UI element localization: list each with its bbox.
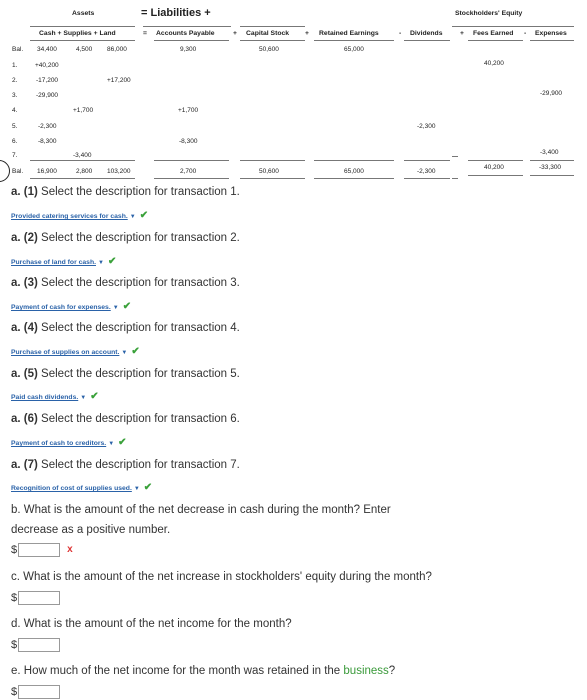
transaction-2-dropdown[interactable]: Purchase of land for cash. ▼ ✔: [11, 256, 117, 267]
col-underline: [154, 40, 229, 41]
net-decrease-cash-input[interactable]: [18, 543, 60, 557]
total-rule: [30, 160, 135, 161]
cell-capital-stock: 50,600: [259, 46, 279, 53]
dollar-sign: $: [11, 591, 18, 604]
cash-supplies-land-header: Cash + Supplies + Land: [39, 30, 116, 37]
total-rule: [530, 160, 574, 161]
cell-land: 103,200: [107, 168, 131, 175]
check-icon: ✔: [143, 482, 153, 493]
double-rule: [240, 178, 305, 179]
caret-down-icon: ▼: [133, 486, 140, 492]
check-icon: ✔: [118, 437, 127, 448]
plus-sign: +: [460, 30, 464, 37]
plus-sign: +: [305, 30, 309, 37]
total-rule: [154, 160, 229, 161]
transaction-6-dropdown[interactable]: Payment of cash to creditors. ▼ ✔: [11, 437, 127, 448]
cell-accounts-payable: 9,300: [180, 46, 197, 53]
question-c: c. What is the amount of the net increase in stockholders' equity during the month?: [11, 571, 432, 583]
cell-dividends: -2,300: [417, 168, 436, 175]
selection-circle: [0, 160, 10, 182]
row-label: 2.: [12, 77, 18, 84]
cell-expenses: -3,400: [540, 149, 559, 156]
row-label: 1.: [12, 62, 18, 69]
liabilities-header: = Liabilities +: [141, 7, 211, 19]
question-a3: a. (3) Select the description for transaction 3.: [11, 277, 240, 289]
col-underline: [240, 40, 305, 41]
cell-land: +17,200: [107, 77, 131, 84]
row-label: 6.: [12, 138, 18, 145]
cell-land: 86,000: [107, 46, 127, 53]
caret-down-icon: ▼: [108, 441, 115, 447]
cell-cash: 16,900: [37, 168, 57, 175]
total-rule: [468, 160, 523, 161]
assets-underline: [30, 26, 135, 27]
row-label: Bal.: [12, 46, 24, 53]
question-b-answer: [11, 542, 73, 557]
cell-cash: 34,400: [37, 46, 57, 53]
cell-expenses: -29,900: [540, 90, 563, 97]
question-a2: a. (2) Select the description for transaction 2.: [11, 232, 240, 244]
net-increase-equity-input[interactable]: [18, 591, 60, 605]
cell-fees-earned: 40,200: [484, 164, 504, 171]
check-icon: ✔: [122, 301, 132, 312]
cell-cash: -2,300: [38, 123, 57, 130]
cell-retained-earnings: 65,000: [344, 46, 364, 53]
question-a6: a. (6) Select the description for transaction 6.: [11, 413, 240, 425]
cell-accounts-payable: -8,300: [179, 138, 198, 145]
col-underline: [530, 40, 574, 41]
question-c-answer: [11, 590, 60, 605]
double-rule: [404, 178, 450, 179]
dollar-sign: $: [11, 685, 18, 698]
double-rule: [314, 178, 394, 179]
business-link: business: [343, 665, 389, 677]
fees-earned-header: Fees Earned: [473, 30, 514, 37]
col-underline: [404, 40, 450, 41]
total-rule: [404, 160, 450, 161]
cell-accounts-payable: 2,700: [180, 168, 197, 175]
retained-earnings-header: Retained Earnings: [319, 30, 379, 37]
cell-cash: -17,200: [36, 77, 59, 84]
cell-capital-stock: 50,600: [259, 168, 279, 175]
question-d-answer: [11, 637, 60, 652]
row-label: 5.: [12, 123, 18, 130]
col-underline: [314, 40, 394, 41]
cell-supplies: +1,700: [73, 107, 94, 114]
check-icon: ✔: [90, 391, 99, 402]
capital-stock-header: Capital Stock: [246, 30, 290, 37]
cell-expenses: -33,300: [539, 164, 562, 171]
transaction-3-dropdown[interactable]: Payment of cash for expenses. ▼ ✔: [11, 301, 132, 312]
double-rule: [30, 178, 135, 179]
transaction-7-dropdown[interactable]: Recognition of cost of supplies used. ▼ ✔: [11, 482, 153, 493]
cell-retained-earnings: 65,000: [344, 168, 364, 175]
row-label: 7.: [12, 152, 18, 159]
row-label: Bal.: [12, 168, 24, 175]
double-rule: [530, 175, 574, 176]
check-icon: ✔: [139, 210, 149, 221]
row-label: 3.: [12, 92, 18, 99]
question-a1: a. (1) Select the description for transaction 1.: [11, 186, 240, 198]
question-a7: a. (7) Select the description for transaction 7.: [11, 459, 240, 471]
question-b-line2: decrease as a positive number.: [11, 524, 171, 536]
row-label: 4.: [12, 107, 18, 114]
minus-sign: -: [399, 30, 402, 37]
assets-header: Assets: [72, 10, 95, 17]
caret-down-icon: ▼: [129, 214, 136, 220]
total-rule: [452, 156, 458, 157]
dividends-header: Dividends: [410, 30, 443, 37]
dollar-sign: $: [11, 543, 18, 556]
question-a5: a. (5) Select the description for transaction 5.: [11, 368, 240, 380]
cell-accounts-payable: +1,700: [178, 107, 199, 114]
double-rule: [154, 178, 229, 179]
cell-supplies: 4,500: [76, 46, 93, 53]
transaction-4-dropdown[interactable]: Purchase of supplies on account. ▼ ✔: [11, 346, 140, 357]
plus-sign: +: [233, 30, 237, 37]
total-rule: [240, 160, 305, 161]
question-d: d. What is the amount of the net income for the month?: [11, 618, 292, 630]
equity-underline: [452, 26, 574, 27]
cell-supplies: -3,400: [73, 152, 92, 159]
col-underline: [30, 40, 135, 41]
cell-fees-earned: 40,200: [484, 60, 504, 67]
double-rule: [452, 178, 458, 179]
capital-underline: [240, 26, 305, 27]
col-underline: [468, 40, 523, 41]
check-icon: ✔: [107, 256, 117, 267]
caret-down-icon: ▼: [80, 395, 87, 401]
dollar-sign: $: [11, 638, 18, 651]
expenses-header: Expenses: [535, 30, 567, 37]
equity-header: Stockholders' Equity: [455, 10, 523, 17]
caret-down-icon: ▼: [121, 350, 128, 356]
cell-dividends: -2,300: [417, 123, 436, 130]
caret-down-icon: ▼: [112, 305, 119, 311]
question-b-line1: b. What is the amount of the net decrease in cash during the month? Enter: [11, 504, 391, 516]
cell-cash: +40,200: [35, 62, 59, 69]
total-rule: [314, 160, 394, 161]
question-e-answer: [11, 684, 60, 699]
cell-cash: -8,300: [38, 138, 57, 145]
cell-supplies: 2,800: [76, 168, 93, 175]
liabilities-underline: [143, 26, 231, 27]
x-icon: x: [67, 544, 73, 555]
check-icon: ✔: [131, 346, 140, 357]
transaction-1-dropdown[interactable]: Provided catering services for cash. ▼ ✔: [11, 210, 149, 221]
transaction-5-dropdown[interactable]: Paid cash dividends. ▼ ✔: [11, 391, 99, 402]
double-rule: [468, 175, 523, 176]
cell-cash: -29,900: [36, 92, 59, 99]
minus-sign: -: [524, 30, 527, 37]
retained-income-input[interactable]: [18, 685, 60, 699]
caret-down-icon: ▼: [97, 260, 104, 266]
net-income-input[interactable]: [18, 638, 60, 652]
equals-sign: =: [143, 30, 147, 37]
question-a4: a. (4) Select the description for transaction 4.: [11, 322, 240, 334]
question-e: e. How much of the net income for the month was retained in the business?: [11, 665, 396, 677]
accounts-payable-header: Accounts Payable: [156, 30, 215, 37]
